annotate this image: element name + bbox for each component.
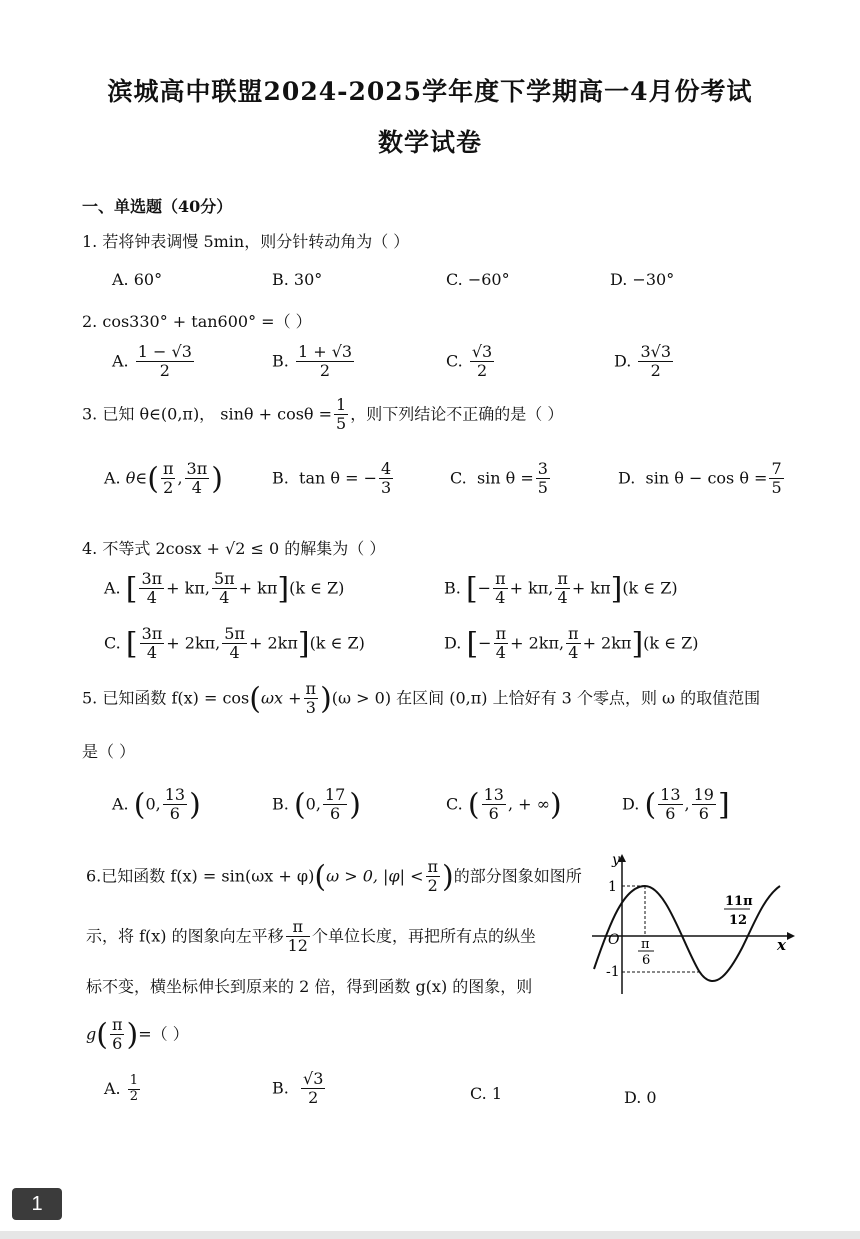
question-5-stem: 5. 已知函数 f(x) = cos(ωx + $\frac{\pi}{3}$ )(ω > 0) 在区间 (0,π) 上恰好有 3 个零点，则 ω 的取值范围 [82, 679, 761, 718]
tick-pi6-num: π [641, 937, 650, 952]
q2-option-b[interactable] [272, 343, 356, 381]
option-label: A. [112, 351, 129, 371]
fraction: $\frac{3√3}{2}$ [640, 342, 671, 381]
q4-option-b[interactable]: B. [− $\frac{\pi}{4}$ + kπ, $\frac{\pi}{4}$ + kπ](k ∈ Z) [444, 569, 678, 608]
fraction: $\frac{1}{5}$ [336, 395, 347, 434]
q1-option-d[interactable]: D. −30° [610, 270, 675, 289]
q3-option-d[interactable]: D. sin θ − cos θ = $\frac{7}{5}$ [618, 459, 782, 498]
q5-option-d[interactable]: D. ( $\frac{13}{6}$ , $\frac{19}{6}$ ] [622, 785, 730, 824]
q4-option-c[interactable]: C. [ $\frac{3\pi}{4}$ + 2kπ, $\frac{5\pi}{4}$ + 2kπ](k ∈ Z) [104, 624, 365, 663]
q4-option-d[interactable]: D. [− $\frac{\pi}{4}$ + 2kπ, $\frac{\pi}{4}$ + 2kπ](k ∈ Z) [444, 624, 699, 663]
page-number-badge[interactable]: 1 [12, 1188, 62, 1220]
exam-title: 滨城高中联盟2024-2025学年度下学期高一4月份考试 [107, 77, 753, 106]
q6-option-c[interactable]: C. 1 [470, 1084, 503, 1103]
x-label: x [777, 936, 786, 954]
fraction: $\frac{1 - √3}{2}$ [137, 342, 192, 381]
q3-option-a[interactable]: A. θ∈( $\frac{\pi}{2}$ , $\frac{3\pi}{4}$ ) [104, 459, 223, 498]
sine-graph [592, 852, 797, 997]
q6-option-a[interactable]: A. $\frac{1}{2}$ [104, 1073, 139, 1104]
y-label: y [612, 852, 620, 868]
q1-option-b[interactable]: B. 30° [272, 270, 323, 289]
q2-option-a[interactable] [112, 343, 196, 381]
origin-label: O [608, 932, 620, 948]
tick-pi6-den: 6 [642, 953, 651, 968]
option-label: B. [272, 351, 289, 371]
q3-option-c[interactable]: C. sin θ = $\frac{3}{5}$ [450, 459, 548, 498]
question-5-stem-cont: 是（ ） [82, 742, 136, 761]
option-label: C. [446, 351, 463, 371]
q5-option-b[interactable]: B. (0, $\frac{17}{6}$ ) [272, 785, 361, 824]
q6-option-b[interactable]: B. $\frac{√3}{2}$ [272, 1069, 324, 1108]
q6-option-d[interactable]: D. 0 [624, 1088, 657, 1107]
question-4-stem: 4. 不等式 2cosx + √2 ≤ 0 的解集为（ ） [82, 539, 386, 558]
question-1-stem: 1. 若将钟表调慢 5min，则分针转动角为（ ） [82, 232, 410, 251]
y-max-label: 1 [608, 879, 617, 895]
x-axis-arrow-icon [787, 932, 795, 940]
q2-option-c[interactable] [446, 343, 496, 381]
fraction: $\frac{√3}{2}$ [471, 342, 493, 381]
exam-subtitle: 数学试卷 [377, 128, 482, 157]
question-6-line-4: g( $\frac{\pi}{6}$ )=（ ） [86, 1015, 189, 1054]
question-3-stem: 3. 已知 θ∈(0,π)， sinθ + cosθ = $\frac{1}{5}$ ，则下列结论不正确的是（ ） [82, 395, 564, 434]
option-label: D. [614, 351, 632, 371]
q4-option-a[interactable]: A. [ $\frac{3\pi}{4}$ + kπ, $\frac{5\pi}{4}$ + kπ](k ∈ Z) [104, 569, 345, 608]
question-6-line-1: 6.已知函数 f(x) = sin(ωx + φ)(ω > 0, |φ| < $\frac{\pi}{2}$ )的部分图象如图所 [86, 857, 582, 896]
bottom-bar [0, 1231, 860, 1239]
question-6-line-3: 标不变，横坐标伸长到原来的 2 倍，得到函数 g(x) 的图象，则 [86, 977, 533, 996]
tick-11pi12-den: 12 [729, 913, 748, 928]
q1-option-c[interactable]: C. −60° [446, 270, 510, 289]
q5-option-a[interactable]: A. (0, $\frac{13}{6}$ ) [112, 785, 201, 824]
q5-option-c[interactable]: C. ( $\frac{13}{6}$ , + ∞) [446, 785, 562, 824]
y-min-label: -1 [606, 964, 620, 980]
section-heading: 一、单选题（40分） [82, 197, 233, 216]
tick-11pi12-num: 11π [725, 894, 753, 909]
q1-option-a[interactable]: A. 60° [112, 270, 163, 289]
q2-option-d[interactable] [614, 343, 675, 381]
question-6-line-2: 示，将 f(x) 的图象向左平移 $\frac{\pi}{12}$ 个单位长度，再把所有点的纵坐 [86, 917, 536, 956]
fraction: $\frac{1 + √3}{2}$ [297, 342, 353, 381]
question-2-stem: 2. cos330° + tan600° =（ ） [82, 312, 312, 331]
q3-option-b[interactable]: B. tan θ = − $\frac{4}{3}$ [272, 459, 392, 498]
